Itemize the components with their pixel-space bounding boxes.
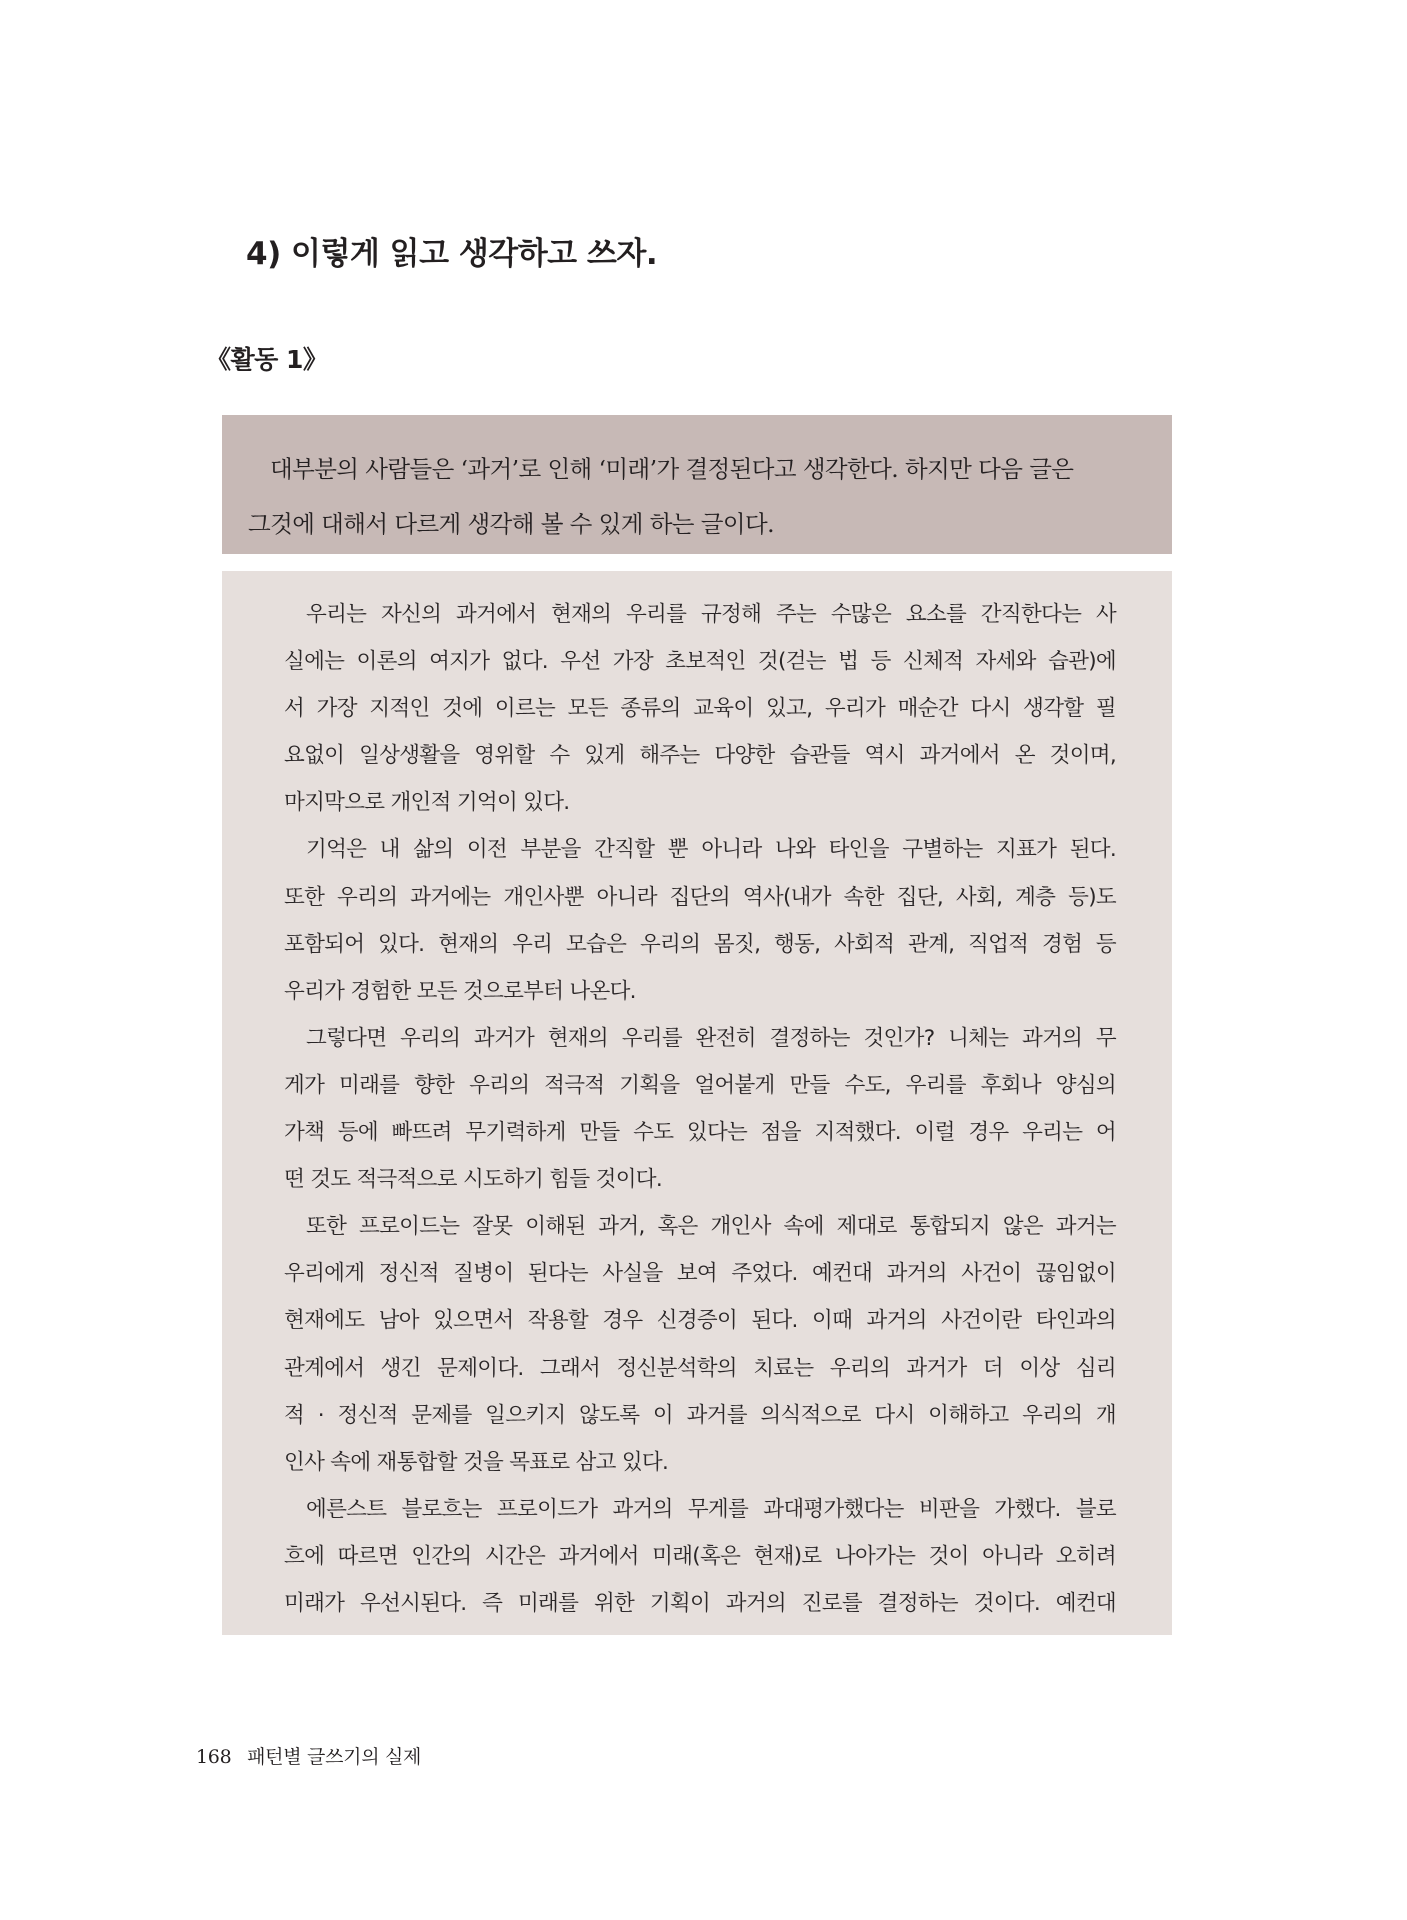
passage-line: 서 가장 지적인 것에 이르는 모든 종류의 교육이 있고, 우리가 매순간 다시 생각할 필 <box>284 696 1116 722</box>
intro-line: 그것에 대해서 다르게 생각해 볼 수 있게 하는 글이다. <box>248 510 774 538</box>
passage-line: 그렇다면 우리의 과거가 현재의 우리를 완전히 결정하는 것인가? 니체는 과거의 무 <box>306 1025 1116 1051</box>
passage-line: 우리에게 정신적 질병이 된다는 사실을 보여 주었다. 예컨대 과거의 사건이 끊임없이 <box>284 1261 1116 1287</box>
passage-line: 요없이 일상생활을 영위할 수 있게 해주는 다양한 습관들 역시 과거에서 온 것이며, <box>284 743 1116 769</box>
intro-line: 대부분의 사람들은 ‘과거’로 인해 ‘미래’가 결정된다고 생각한다. 하지만 다음 글은 <box>270 455 1074 483</box>
passage-line: 또한 프로이드는 잘못 이해된 과거, 혹은 개인사 속에 제대로 통합되지 않은 과거는 <box>306 1214 1116 1240</box>
passage-line: 우리는 자신의 과거에서 현재의 우리를 규정해 주는 수많은 요소를 간직한다는 사 <box>306 602 1116 627</box>
page-footer <box>196 1742 421 1769</box>
passage-line: 에른스트 블로흐는 프로이드가 과거의 무게를 과대평가했다는 비판을 가했다. 블로 <box>306 1496 1116 1522</box>
passage-line: 포함되어 있다. 현재의 우리 모습은 우리의 몸짓, 행동, 사회적 관계, 직업적 경험 등 <box>284 931 1116 957</box>
passage-line: 인사 속에 재통합할 것을 목표로 삼고 있다. <box>284 1449 669 1475</box>
reading-passage <box>222 571 1172 1635</box>
activity-label: 《활동 1》 <box>206 345 328 374</box>
passage-line: 흐에 따르면 인간의 시간은 과거에서 미래(혹은 현재)로 나아가는 것이 아니라 오히려 <box>284 1543 1116 1569</box>
passage-line: 우리가 경험한 모든 것으로부터 나온다. <box>284 978 636 1004</box>
passage-line: 게가 미래를 향한 우리의 적극적 기획을 얼어붙게 만들 수도, 우리를 후회나 양심의 <box>284 1072 1116 1098</box>
passage-line: 마지막으로 개인적 기억이 있다. <box>284 790 570 816</box>
passage-line: 미래가 우선시된다. 즉 미래를 위한 기획이 과거의 진로를 결정하는 것이다. 예컨대 <box>284 1590 1116 1616</box>
passage-line: 현재에도 남아 있으면서 작용할 경우 신경증이 된다. 이때 과거의 사건이란 타인과의 <box>284 1308 1116 1334</box>
passage-line: 또한 우리의 과거에는 개인사뿐 아니라 집단의 역사(내가 속한 집단, 사회, 계층 등)도 <box>284 884 1116 910</box>
passage-line: 적 · 정신적 문제를 일으키지 않도록 이 과거를 의식적으로 다시 이해하고 우리의 개 <box>284 1402 1116 1428</box>
intro-box <box>222 415 1172 554</box>
book-title: 패턴별 글쓰기의 실제 <box>247 1746 422 1768</box>
page-number: 168 <box>196 1746 232 1768</box>
passage-line: 가책 등에 빠뜨려 무기력하게 만들 수도 있다는 점을 지적했다. 이럴 경우 우리는 어 <box>284 1120 1116 1146</box>
section-heading: 4) 이렇게 읽고 생각하고 쓰자. <box>246 236 658 272</box>
passage-line: 기억은 내 삶의 이전 부분을 간직할 뿐 아니라 나와 타인을 구별하는 지표가 된다. <box>306 837 1116 863</box>
passage-line: 관계에서 생긴 문제이다. 그래서 정신분석학의 치료는 우리의 과거가 더 이상 심리 <box>284 1355 1116 1381</box>
passage-line: 떤 것도 적극적으로 시도하기 힘들 것이다. <box>284 1167 662 1193</box>
passage-line: 실에는 이론의 여지가 없다. 우선 가장 초보적인 것(걷는 법 등 신체적 자세와 습관)에 <box>284 649 1116 675</box>
